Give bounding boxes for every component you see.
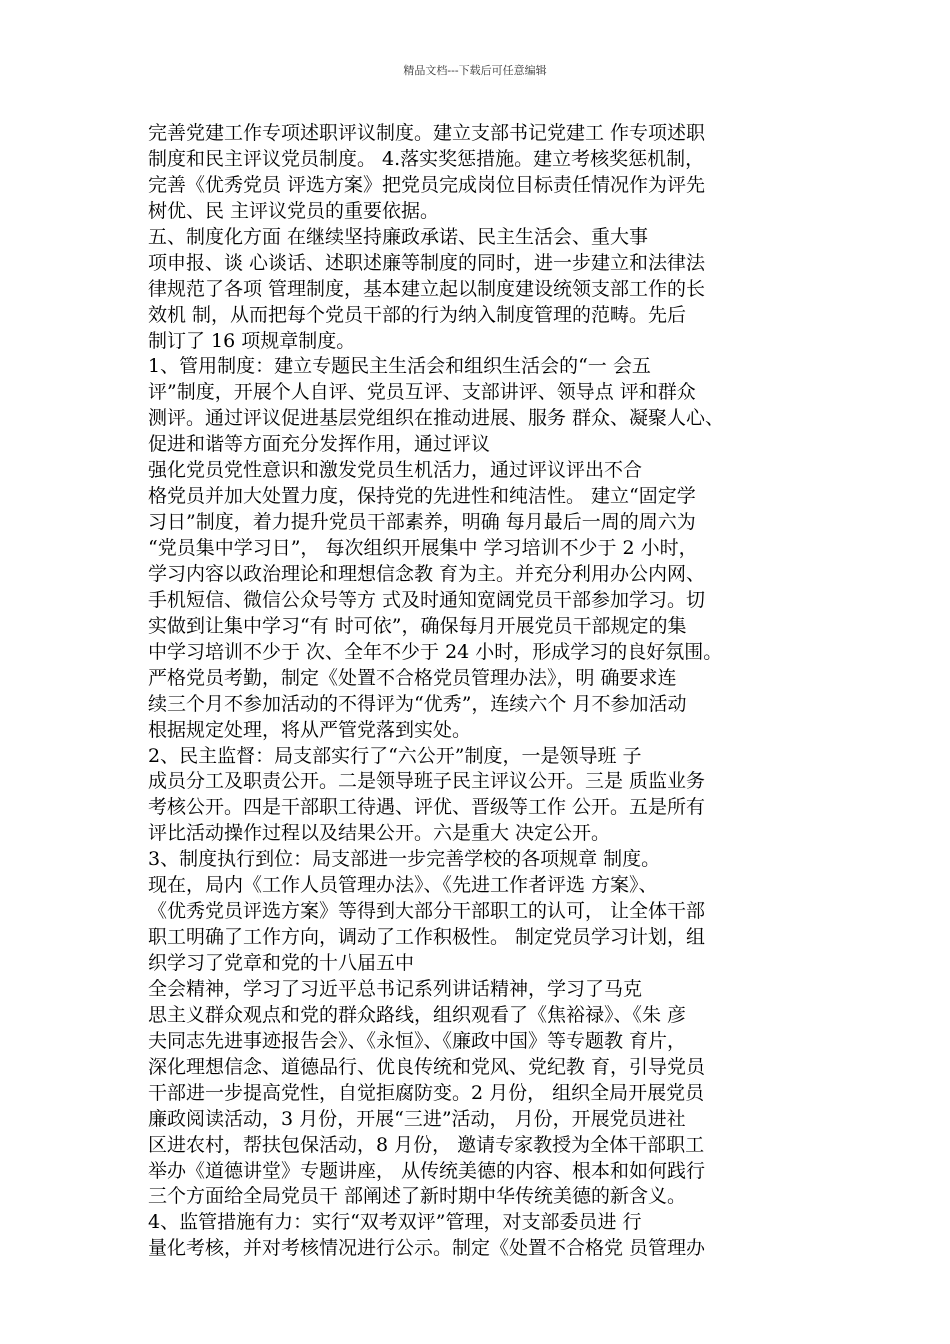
text-line: 夫同志先进事迹报告会》、《永恒》、《廉政中国》等专题教 育片， — [148, 1029, 687, 1052]
text-line: 严格党员考勤，制定《处置不合格党员管理办法》，明 确要求连 — [148, 666, 677, 689]
text-line: 五、制度化方面 在继续坚持廉政承诺、民主生活会、重大事 — [148, 225, 649, 248]
text-line: 续三个月不参加活动的不得评为“优秀”，连续六个 月不参加活动 — [148, 692, 687, 715]
text-line: 区进农村，帮扶包保活动，8 月份， 邀请专家教授为全体干部职工 — [148, 1133, 705, 1156]
text-line: 根据规定处理，将从严管党落到实处。 — [148, 718, 472, 741]
text-line: 评”制度，开展个人自评、党员互评、支部讲评、领导点 评和群众 — [148, 381, 696, 404]
text-line: 律规范了各项 管理制度，基本建立起以制度建设统领支部工作的长 — [148, 277, 706, 300]
text-line: 量化考核，并对考核情况进行公示。制定《处置不合格党 员管理办 — [148, 1237, 706, 1260]
text-line: 2、民主监督：局支部实行了“六公开”制度，一是领导班 子 — [148, 744, 642, 767]
text-line: 树优、民 主评议党员的重要依据。 — [148, 199, 440, 222]
text-line: 4、监管措施有力：实行“双考双评”管理，对支部委员进 行 — [148, 1211, 642, 1234]
text-line: 三个方面给全局党员干 部阐述了新时期中华传统美德的新含义。 — [148, 1185, 687, 1208]
text-line: 制订了 16 项规章制度。 — [148, 329, 356, 352]
text-line: 成员分工及职责公开。二是领导班子民主评议公开。三是 质监业务 — [148, 770, 706, 793]
text-line: 廉政阅读活动，3 月份，开展“三进”活动， 月份，开展党员进社 — [148, 1107, 686, 1130]
text-line: 促进和谐等方面充分发挥作用，通过评议 — [148, 433, 491, 456]
text-line: 深化理想信念、道德品行、优良传统和党风、党纪教 育，引导党员 — [148, 1055, 706, 1078]
text-line: 完善《优秀党员 评选方案》把党员完成岗位目标责任情况作为评先 — [148, 173, 706, 196]
text-line: 干部进一步提高党性，自觉拒腐防变。2 月份， 组织全局开展党员 — [148, 1081, 705, 1104]
text-line: 项申报、谈 心谈话、述职述廉等制度的同时，进一步建立和法律法 — [148, 251, 706, 274]
text-line: 制度和民主评议党员制度。 4.落实奖惩措施。建立考核奖惩机制， — [148, 147, 705, 170]
text-line: 测评。通过评议促进基层党组织在推动进展、服务 群众、凝聚人心、 — [148, 407, 725, 430]
text-line: 职工明确了工作方向，调动了工作积极性。 制定党员学习计划，组 — [148, 926, 706, 949]
document-body — [148, 121, 810, 1262]
text-line: 格党员并加大处置力度，保持党的先进性和纯洁性。 建立“固定学 — [148, 485, 696, 508]
text-line: 织学习了党章和党的十八届五中 — [148, 952, 415, 974]
text-line: 全会精神，学习了习近平总书记系列讲话精神，学习了马克 — [148, 977, 643, 1000]
text-line: 现在，局内《工作人员管理办法》、《先进工作者评选 方案》、 — [148, 874, 658, 897]
text-line: 实做到让集中学习“有 时可依”，确保每月开展党员干部规定的集 — [148, 614, 687, 637]
text-line: 考核公开。四是干部职工待遇、评优、晋级等工作 公开。五是所有 — [148, 796, 706, 819]
text-line: 思主义群众观点和党的群众路线，组织观看了《焦裕禄》、《朱 彦 — [148, 1003, 687, 1026]
text-line: 《优秀党员评选方案》等得到大部分干部职工的认可， 让全体干部 — [148, 900, 706, 923]
text-line: 学习内容以政治理论和理想信念教 育为主。并充分利用办公内网、 — [148, 562, 706, 585]
text-line: “党员集中学习日”， 每次组织开展集中 学习培训不少于 2 小时， — [148, 537, 698, 559]
text-line: 举办《道德讲堂》专题讲座， 从传统美德的内容、根本和如何践行 — [148, 1159, 706, 1182]
page-header: 精品文档---下载后可任意编辑 — [403, 64, 547, 77]
text-line: 完善党建工作专项述职评议制度。建立支部书记党建工 作专项述职 — [148, 122, 706, 144]
text-line: 效机 制，从而把每个党员干部的行为纳入制度管理的范畴。先后 — [148, 303, 687, 326]
text-line: 中学习培训不少于 次、全年不少于 24 小时，形成学习的良好氛围。 — [148, 640, 723, 663]
text-line: 强化党员党性意识和激发党员生机活力，通过评议评出不合 — [148, 459, 643, 482]
text-line: 1、管用制度：建立专题民主生活会和组织生活会的“一 会五 — [148, 355, 651, 378]
text-line: 评比活动操作过程以及结果公开。六是重大 决定公开。 — [148, 822, 611, 845]
text-line: 3、制度执行到位：局支部进一步完善学校的各项规章 制度。 — [148, 848, 661, 871]
text-line: 手机短信、微信公众号等方 式及时通知宽阔党员干部参加学习。切 — [148, 588, 706, 611]
text-line: 习日”制度，着力提升党员干部素养，明确 每月最后一周的周六为 — [148, 511, 696, 534]
